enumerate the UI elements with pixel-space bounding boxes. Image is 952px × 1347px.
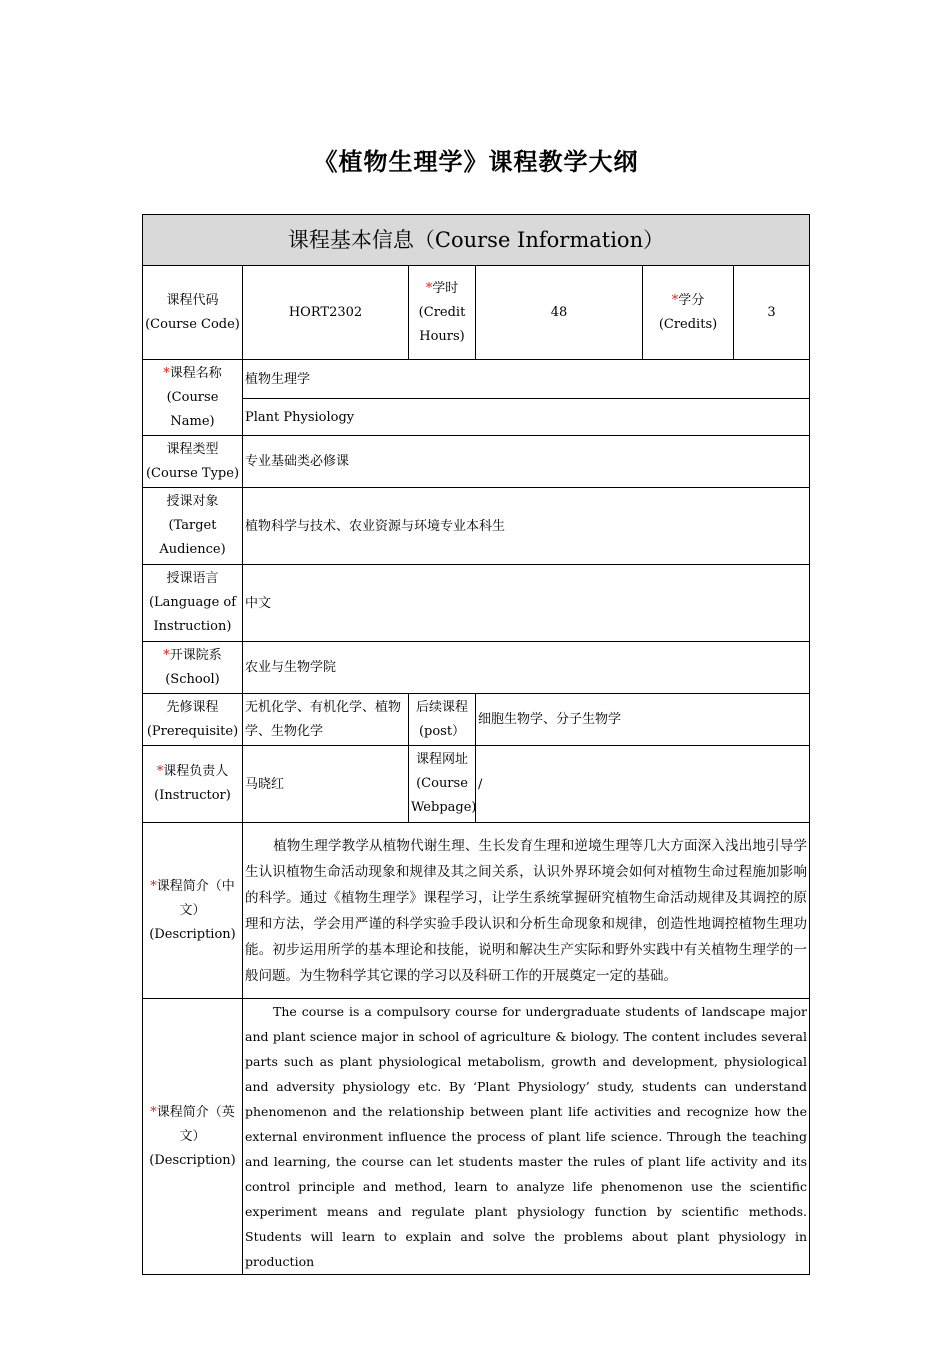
course-type-label: 课程类型 (Course Type) (143, 436, 243, 488)
instructor-label: *课程负责人 (Instructor) (143, 746, 243, 823)
credits-value: 3 (734, 266, 810, 360)
school-value: 农业与生物学院 (243, 642, 810, 694)
post-course-value: 细胞生物学、分子生物学 (476, 694, 810, 746)
credit-hours-value: 48 (476, 266, 643, 360)
course-name-cn: 植物生理学 (243, 360, 810, 399)
course-code-label: 课程代码 (Course Code) (143, 266, 243, 360)
course-webpage-label: 课程网址 (Course Webpage) (409, 746, 476, 823)
target-audience-value: 植物科学与技术、农业资源与环境专业本科生 (243, 488, 810, 565)
course-type-value: 专业基础类必修课 (243, 436, 810, 488)
table-header: 课程基本信息（Course Information） (143, 215, 810, 266)
description-cn-label: *课程简介（中 文） (Description) (143, 823, 243, 999)
instructor-value: 马晓红 (243, 746, 409, 823)
description-en-label: *课程简介（英 文） (Description) (143, 999, 243, 1275)
course-name-en: Plant Physiology (243, 399, 810, 436)
target-audience-label: 授课对象 (Target Audience) (143, 488, 243, 565)
credit-hours-label: *学时 (Credit Hours) (409, 266, 476, 360)
page-title: 《植物生理学》课程教学大纲 (313, 147, 639, 176)
school-label: *开课院系 (School) (143, 642, 243, 694)
course-code-value: HORT2302 (243, 266, 409, 360)
credits-label: *学分 (Credits) (643, 266, 734, 360)
course-name-label: *课程名称 (Course Name) (143, 360, 243, 436)
prerequisite-label: 先修课程 (Prerequisite) (143, 694, 243, 746)
post-course-label: 后续课程 (post） (409, 694, 476, 746)
language-label: 授课语言 (Language of Instruction) (143, 565, 243, 642)
course-webpage-value: / (476, 746, 810, 823)
course-info-table (142, 214, 809, 1275)
description-cn-text: 植物生理学教学从植物代谢生理、生长发育生理和逆境生理等几大方面深入浅出地引导学生认识植物生命活动现象和规律及其之间关系，认识外界环境会如何对植物生命过程施加影响的科学。通过《植物生理学》课程学习，让学生系统掌握研究植物生命活动规律及其调控的原理和方法，学会用严谨的科学实验手段认识和分析生命现象和规律，创造性地调控植物生理功能。初步运用所学的基本理论和技能，说明和解决生产实际和野外实践中有关植物生理学的一般问题。为生物科学其它课的学习以及科研工作的开展奠定一定的基础。 (243, 823, 810, 999)
language-value: 中文 (243, 565, 810, 642)
prerequisite-value: 无机化学、有机化学、植物学、生物化学 (243, 694, 409, 746)
description-en-text: The course is a compulsory course for undergraduate students of landscape major and plant science major in school of agriculture & biology. The content includes several parts such as plant physiological metabolism, growth and development, physiological and adversity physiology etc. By ‘Plant Physiology’ study, students can understand phenomenon and the relationship between plant life activities and recognize how the external environment influence the process of plant life science. Through the teaching and learning, the course can let students master the rules of plant life activity and its control principle and method, learn to analyze life phenomenon use the scientific experiment means and regulate plant physiology function by scientific methods. Students will learn to explain and solve the problems about plant physiology in production (243, 999, 810, 1275)
